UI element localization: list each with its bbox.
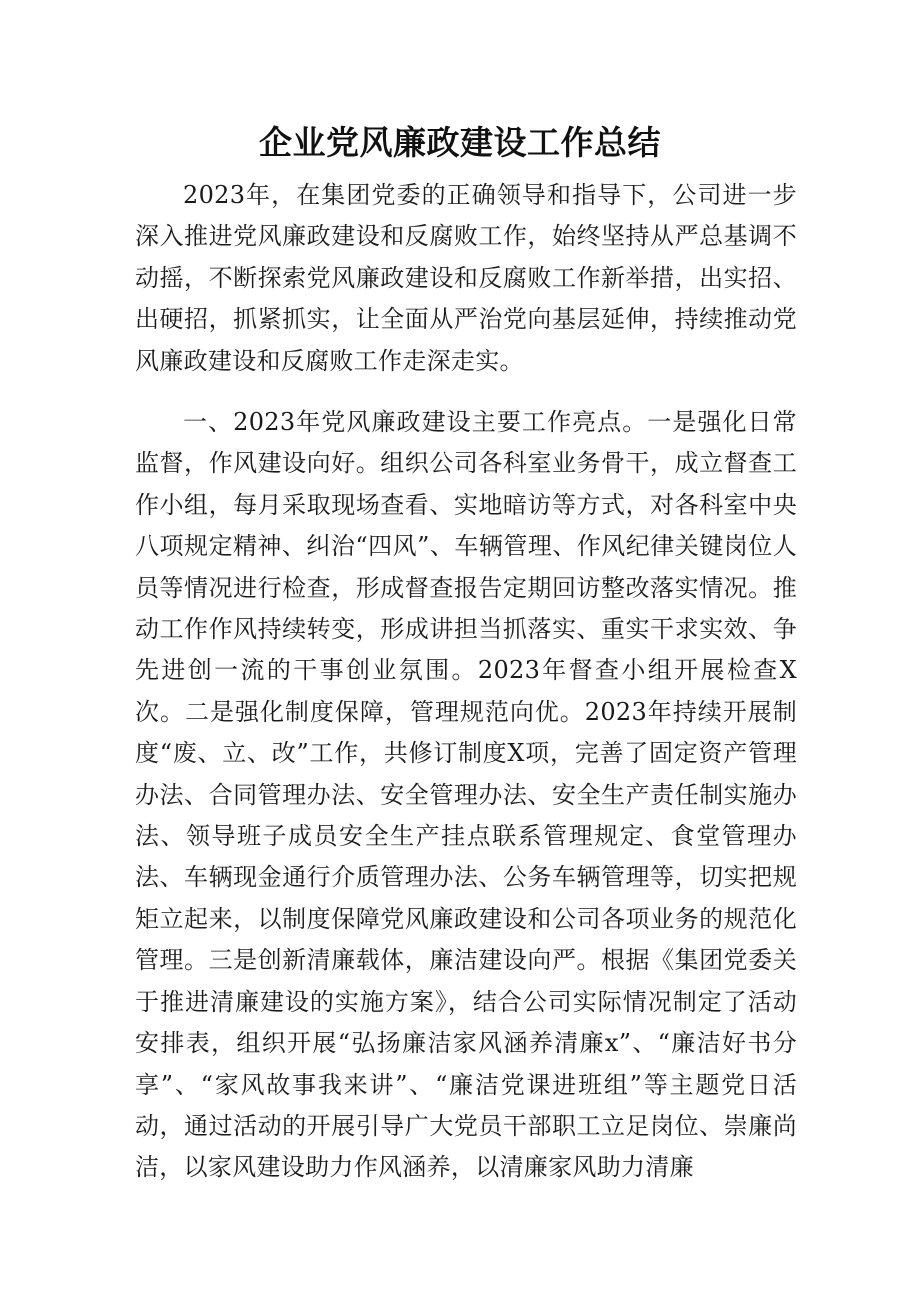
document-title: 企业党风廉政建设工作总结 (259, 123, 661, 162)
paragraph-intro: 2023年，在集团党委的正确领导和指导下，公司进一步深入推进党风廉政建设和反腐败工作，始终坚持从严总基调不动摇，不断探索党风廉政建设和反腐败工作新举措，出实招、出硬招，抓紧抓实，让全面从严治党向基层延伸，持续推动党风廉政建设和反腐败工作走深走实。 (135, 181, 797, 375)
paragraph-block-2 (135, 402, 797, 1189)
paragraph-highlights: 一、2023年党风廉政建设主要工作亮点。一是强化日常监督，作风建设向好。组织公司各科室业务骨干，成立督查工作小组，每月采取现场查看、实地暗访等方式，对各科室中央八项规定精神、纠治“四风”、车辆管理、作风纪律关键岗位人员等情况进行检查，形成督查报告定期回访整改落实情况。推动工作作风持续转变，形成讲担当抓落实、重实干求实效、争先进创一流的干事创业氛围。2023年督查小组开展检查X次。二是强化制度保障，管理规范向优。2023年持续开展制度“废、立、改”工作，共修订制度X项，完善了固定资产管理办法、合同管理办法、安全管理办法、安全生产责任制实施办法、领导班子成员安全生产挂点联系管理规定、食堂管理办法、车辆现金通行介质管理办法、公务车辆管理等，切实把规矩立起来，以制度保障党风廉政建设和公司各项业务的规范化管理。三是创新清廉载体，廉洁建设向严。根据《集团党委关于推进清廉建设的实施方案》，结合公司实际情况制定了活动安排表，组织开展“弘扬廉洁家风涵养清廉x”、“廉洁好书分享”、“家风故事我来讲”、“廉洁党课进班组”等主题党日活动，通过活动的开展引导广大党员干部职工立足岗位、崇廉尚洁，以家风建设助力作风涵养，以清廉家风助力清廉 (135, 408, 797, 1182)
paragraph-block-1 (135, 175, 797, 382)
